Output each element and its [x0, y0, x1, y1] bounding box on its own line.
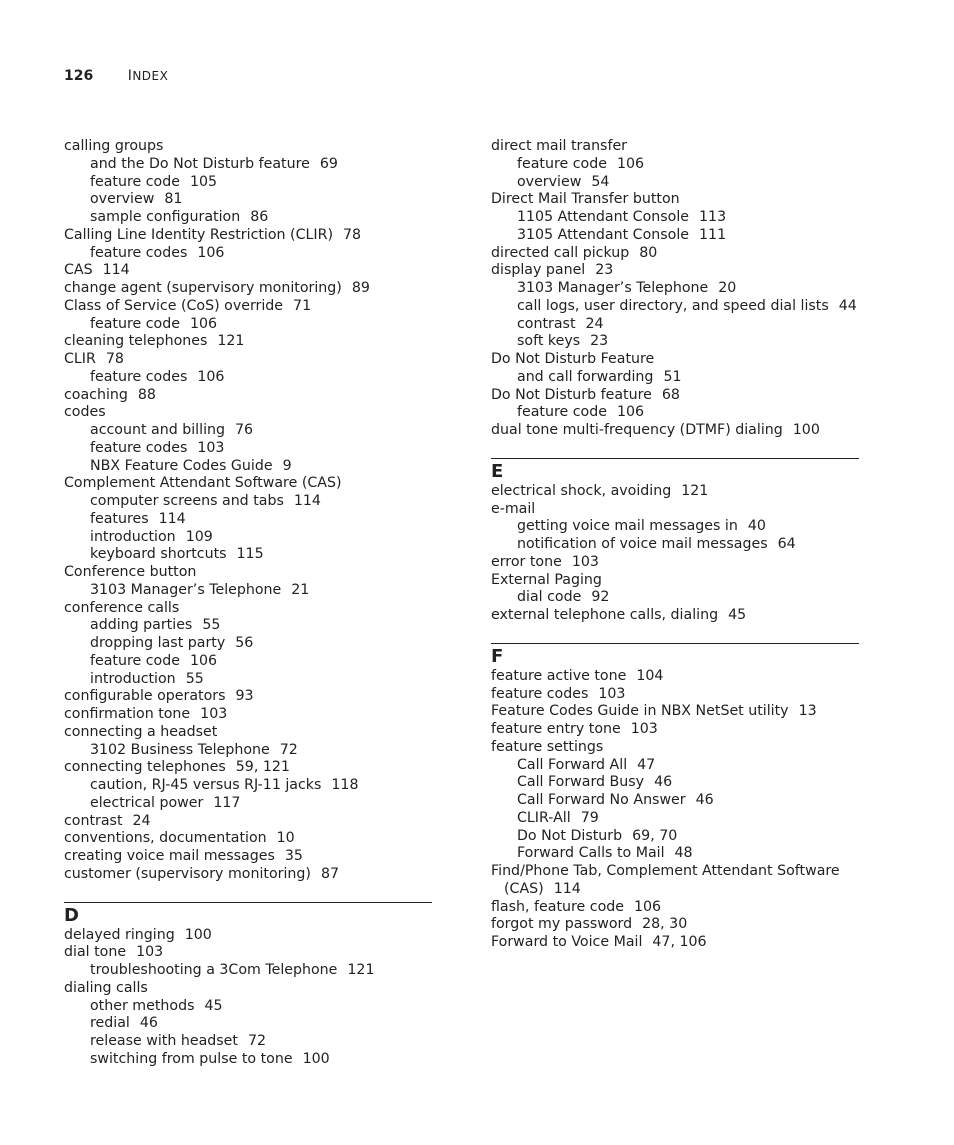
page-reference: 55	[202, 617, 221, 634]
index-term: creating voice mail messages	[64, 848, 275, 864]
index-term: Call Forward All	[517, 756, 628, 773]
index-entry	[491, 607, 859, 625]
index-subentry	[64, 635, 432, 653]
page-reference: 106	[197, 244, 225, 261]
page-reference: 89	[351, 280, 370, 296]
index-subentry	[491, 404, 859, 422]
index-entry	[64, 280, 432, 298]
page-reference: 121	[347, 962, 375, 978]
page-reference: 100	[792, 422, 820, 438]
page-reference: 106	[189, 315, 218, 332]
index-entry	[491, 422, 859, 440]
page-reference: 103	[598, 685, 626, 702]
index-subentry	[64, 546, 432, 564]
page-reference: 121	[681, 482, 709, 499]
page-reference: 69, 70	[632, 827, 678, 844]
page-reference: 72	[247, 1033, 267, 1049]
index-term: 3103 Manager’s Telephone	[517, 280, 709, 296]
page-reference: 103	[136, 944, 164, 961]
index-subentry	[64, 209, 432, 227]
running-title	[128, 69, 169, 83]
section-letter: F	[491, 645, 504, 667]
index-term: overview	[90, 191, 155, 208]
index-subentry	[64, 493, 432, 511]
index-entry	[64, 688, 432, 706]
index-subentry	[64, 582, 432, 600]
page-reference: 113	[699, 209, 727, 225]
index-entry	[491, 916, 859, 934]
page-reference: 104	[636, 667, 664, 684]
index-term: dialing calls	[64, 979, 148, 996]
section-letter: D	[64, 904, 79, 926]
index-entry	[64, 333, 432, 351]
page-reference: 54	[591, 173, 610, 190]
index-entry	[64, 404, 432, 422]
index-term: contrast	[64, 812, 123, 829]
index-subentry	[491, 174, 859, 192]
index-term: troubleshooting a 3Com Telephone	[90, 962, 338, 978]
page-reference: 48	[674, 845, 693, 862]
index-subentry	[64, 653, 432, 671]
page-reference: 10	[276, 830, 295, 847]
page-reference: 55	[185, 670, 204, 687]
page-reference: 100	[184, 926, 212, 943]
index-term: getting voice mail messages in	[517, 518, 738, 535]
index-term: confirmation tone	[64, 706, 191, 722]
index-entry	[491, 262, 859, 280]
index-entry	[491, 191, 859, 209]
page-reference: 114	[553, 880, 581, 897]
page-reference: 46	[654, 774, 673, 791]
index-term: delayed ringing	[64, 926, 175, 943]
page-reference: 46	[695, 792, 714, 808]
index-term: 3103 Manager’s Telephone	[90, 581, 282, 598]
index-term: Do Not Disturb	[517, 827, 623, 844]
page-reference: 115	[236, 546, 264, 563]
page-reference: 47	[637, 756, 656, 773]
page-reference: 106	[197, 368, 225, 385]
index-term: adding parties	[90, 617, 193, 634]
index-subentry	[64, 174, 432, 192]
index-term: Conference button	[64, 564, 197, 580]
index-entry	[64, 866, 432, 884]
page-reference: 35	[284, 848, 303, 864]
index-subentry	[64, 369, 432, 387]
page-reference: 121	[217, 333, 245, 350]
index-term: feature code	[517, 155, 607, 172]
page-reference: 106	[616, 404, 645, 421]
index-term: feature code	[90, 652, 180, 669]
index-entry	[491, 721, 859, 739]
index-term: features	[90, 510, 149, 527]
page-reference: 106	[633, 898, 662, 915]
index-term: change agent (supervisory monitoring)	[64, 280, 342, 296]
index-term: contrast	[517, 315, 576, 332]
page-reference: 103	[571, 553, 599, 570]
index-subentry	[64, 1033, 432, 1051]
index-term: feature codes	[90, 439, 188, 456]
index-term: sample configuration	[90, 209, 241, 225]
index-term: feature settings	[491, 738, 604, 755]
index-term: redial	[90, 1015, 130, 1032]
index-entry	[64, 830, 432, 848]
index-entry	[64, 600, 432, 618]
page-reference: 13	[798, 703, 817, 720]
page-reference: 117	[213, 794, 241, 811]
index-term: release with headset	[90, 1033, 238, 1049]
index-term: codes	[64, 404, 106, 421]
index-entry	[64, 980, 432, 998]
index-entry	[64, 813, 432, 831]
index-entry	[491, 387, 859, 405]
page-reference: 93	[235, 688, 254, 705]
index-term: external telephone calls, dialing	[491, 607, 719, 623]
index-term: Complement Attendant Software (CAS)	[64, 475, 342, 492]
index-term: Calling Line Identity Restriction (CLIR)	[64, 226, 333, 243]
index-entry	[491, 863, 859, 881]
running-title-rest: NDEX	[132, 69, 169, 83]
index-term: CAS	[64, 262, 93, 279]
index-term: (CAS)	[504, 880, 544, 897]
index-entry	[64, 475, 432, 493]
page-reference: 28, 30	[642, 916, 688, 933]
index-term: feature codes	[90, 244, 188, 261]
page-reference: 56	[235, 635, 254, 651]
index-entry	[491, 703, 859, 721]
index-entry	[491, 881, 859, 899]
index-term: soft keys	[517, 333, 581, 350]
index-subentry	[491, 280, 859, 298]
section-letter: E	[491, 460, 504, 482]
page-reference: 103	[200, 706, 228, 722]
index-subentry	[491, 810, 859, 828]
page-reference: 47, 106	[652, 934, 707, 950]
index-term: keyboard shortcuts	[90, 546, 227, 563]
index-term: and call forwarding	[517, 368, 654, 385]
index-term: coaching	[64, 386, 128, 403]
index-term: CLIR-All	[517, 809, 571, 826]
index-column-left	[64, 138, 432, 1069]
running-title-cap: I	[127, 68, 133, 84]
index-subentry	[491, 156, 859, 174]
page-reference: 80	[639, 244, 658, 261]
index-subentry	[64, 962, 432, 980]
index-term: feature codes	[90, 368, 188, 385]
index-subentry	[64, 245, 432, 263]
index-term: Call Forward Busy	[517, 774, 645, 791]
index-subentry	[491, 298, 859, 316]
index-entry	[491, 501, 859, 519]
index-term: caution, RJ-45 versus RJ-11 jacks	[90, 777, 322, 793]
index-term: and the Do Not Disturb feature	[90, 155, 310, 172]
page-header	[64, 68, 168, 84]
index-term: feature code	[517, 404, 607, 421]
index-subentry	[64, 777, 432, 795]
index-entry	[64, 944, 432, 962]
index-subentry	[64, 742, 432, 760]
page-reference: 114	[102, 262, 130, 279]
index-term: error tone	[491, 553, 562, 570]
page-reference: 78	[342, 226, 362, 243]
index-subentry	[64, 617, 432, 635]
index-term: Do Not Disturb feature	[491, 386, 652, 403]
index-subentry	[64, 458, 432, 476]
index-entry	[64, 564, 432, 582]
index-entry	[64, 138, 432, 156]
index-subentry	[491, 209, 859, 227]
index-subentry	[491, 333, 859, 351]
index-entry	[491, 245, 859, 263]
index-subentry	[64, 316, 432, 334]
index-term: e-mail	[491, 500, 536, 517]
page-reference: 118	[331, 777, 359, 793]
page-reference: 86	[250, 209, 269, 225]
index-term: dropping last party	[90, 635, 226, 651]
index-subentry	[64, 1015, 432, 1033]
index-entry	[64, 387, 432, 405]
index-entry	[64, 227, 432, 245]
index-subentry	[491, 757, 859, 775]
index-subentry	[491, 792, 859, 810]
index-term: feature code	[90, 315, 180, 332]
index-entry	[491, 138, 859, 156]
index-entry	[64, 927, 432, 945]
index-entry	[64, 298, 432, 316]
page-reference: 23	[595, 262, 614, 279]
index-entry	[491, 554, 859, 572]
page-reference: 71	[293, 297, 312, 314]
index-entry	[491, 686, 859, 704]
index-term: feature codes	[491, 685, 589, 702]
index-term: feature entry tone	[491, 721, 621, 737]
page-reference: 68	[661, 386, 680, 403]
index-entry	[491, 899, 859, 917]
index-subentry	[64, 440, 432, 458]
page-reference: 105	[189, 173, 218, 190]
index-term: Direct Mail Transfer button	[491, 191, 680, 208]
index-subentry	[64, 998, 432, 1016]
index-term: electrical shock, avoiding	[491, 482, 672, 499]
index-term: conventions, documentation	[64, 830, 267, 847]
index-term: connecting a headset	[64, 723, 218, 740]
index-entry	[491, 572, 859, 590]
page-reference: 109	[185, 528, 213, 545]
index-term: feature code	[90, 173, 180, 190]
index-term: other methods	[90, 997, 195, 1014]
page-reference: 44	[838, 297, 857, 314]
index-subentry	[64, 795, 432, 813]
page-reference: 76	[235, 422, 254, 438]
index-subentry	[491, 227, 859, 245]
index-subentry	[64, 529, 432, 547]
page-number: 126	[64, 68, 94, 84]
index-term: configurable operators	[64, 688, 226, 705]
page-reference: 78	[105, 351, 124, 367]
index-term: NBX Feature Codes Guide	[90, 457, 273, 474]
index-term: notification of voice mail messages	[517, 536, 768, 552]
index-term: call logs, user directory, and speed dial lists	[517, 297, 829, 314]
index-subentry	[64, 1051, 432, 1069]
index-term: calling groups	[64, 138, 164, 154]
index-term: customer (supervisory monitoring)	[64, 865, 311, 882]
index-term: Forward Calls to Mail	[517, 845, 665, 862]
page-reference: 69	[319, 155, 338, 172]
index-term: flash, feature code	[491, 898, 624, 915]
index-column-right	[491, 138, 859, 952]
index-subentry	[64, 511, 432, 529]
index-subentry	[491, 589, 859, 607]
index-term: 3102 Business Telephone	[90, 741, 270, 758]
index-entry	[491, 739, 859, 757]
page-reference: 9	[282, 457, 292, 474]
index-term: Call Forward No Answer	[517, 792, 686, 808]
page-reference: 103	[630, 721, 658, 737]
index-subentry	[491, 536, 859, 554]
index-subentry	[491, 774, 859, 792]
index-subentry	[491, 845, 859, 863]
index-term: forgot my password	[491, 916, 633, 933]
index-term: Find/Phone Tab, Complement Attendant Software	[491, 863, 840, 879]
index-term: feature active tone	[491, 667, 627, 684]
index-term: account and billing	[90, 422, 226, 438]
page-reference: 24	[585, 315, 604, 332]
page-reference: 88	[137, 386, 156, 403]
index-subentry	[491, 369, 859, 387]
index-subentry	[64, 671, 432, 689]
index-subentry	[64, 156, 432, 174]
index-entry	[491, 934, 859, 952]
index-term: display panel	[491, 262, 586, 279]
page-reference: 114	[293, 493, 321, 509]
index-subentry	[64, 422, 432, 440]
index-term: dual tone multi-frequency (DTMF) dialing	[491, 422, 783, 438]
index-term: Feature Codes Guide in NBX NetSet utility	[491, 703, 789, 720]
page-reference: 111	[699, 226, 727, 243]
index-term: connecting telephones	[64, 759, 226, 776]
index-entry	[64, 724, 432, 742]
index-term: direct mail transfer	[491, 138, 628, 154]
index-term: dial tone	[64, 944, 127, 961]
index-entry	[64, 706, 432, 724]
index-term: Class of Service (CoS) override	[64, 297, 284, 314]
page-reference: 45	[204, 997, 223, 1014]
index-term: dial code	[517, 589, 582, 606]
index-term: Do Not Disturb Feature	[491, 351, 655, 367]
page-reference: 106	[189, 652, 218, 669]
page-reference: 20	[718, 280, 737, 296]
index-entry	[64, 848, 432, 866]
page-reference: 23	[590, 333, 609, 350]
page-reference: 79	[580, 809, 599, 826]
page-reference: 106	[616, 155, 645, 172]
index-term: introduction	[90, 528, 176, 545]
page-reference: 59, 121	[235, 759, 290, 776]
index-term: External Paging	[491, 571, 602, 588]
index-entry	[491, 668, 859, 686]
index-term: CLIR	[64, 351, 96, 367]
page-reference: 100	[302, 1050, 330, 1067]
index-entry	[64, 759, 432, 777]
page-reference: 45	[728, 607, 747, 623]
page-reference: 81	[164, 191, 183, 208]
page-reference: 40	[747, 518, 766, 535]
index-term: conference calls	[64, 599, 180, 616]
index-term: 3105 Attendant Console	[517, 226, 690, 243]
page-reference: 87	[320, 865, 339, 882]
page-reference: 103	[197, 439, 225, 456]
index-subentry	[491, 828, 859, 846]
index-term: Forward to Voice Mail	[491, 934, 643, 950]
page-reference: 46	[139, 1015, 158, 1032]
index-entry	[491, 483, 859, 501]
index-term: introduction	[90, 670, 176, 687]
index-term: electrical power	[90, 794, 204, 811]
page-reference: 72	[279, 741, 298, 758]
index-term: overview	[517, 173, 582, 190]
page-reference: 24	[132, 812, 151, 829]
index-entry	[64, 351, 432, 369]
index-term: cleaning telephones	[64, 333, 208, 350]
page-reference: 114	[158, 510, 186, 527]
index-term: directed call pickup	[491, 244, 630, 261]
index-entry	[64, 262, 432, 280]
index-subentry	[491, 518, 859, 536]
index-term: 1105 Attendant Console	[517, 209, 690, 225]
page-reference: 92	[591, 589, 610, 606]
index-entry	[491, 351, 859, 369]
page-reference: 51	[663, 368, 682, 385]
index-subentry	[64, 191, 432, 209]
index-term: computer screens and tabs	[90, 493, 284, 509]
index-term: switching from pulse to tone	[90, 1050, 293, 1067]
page-reference: 64	[777, 536, 796, 552]
index-subentry	[491, 316, 859, 334]
page-reference: 21	[291, 581, 310, 598]
